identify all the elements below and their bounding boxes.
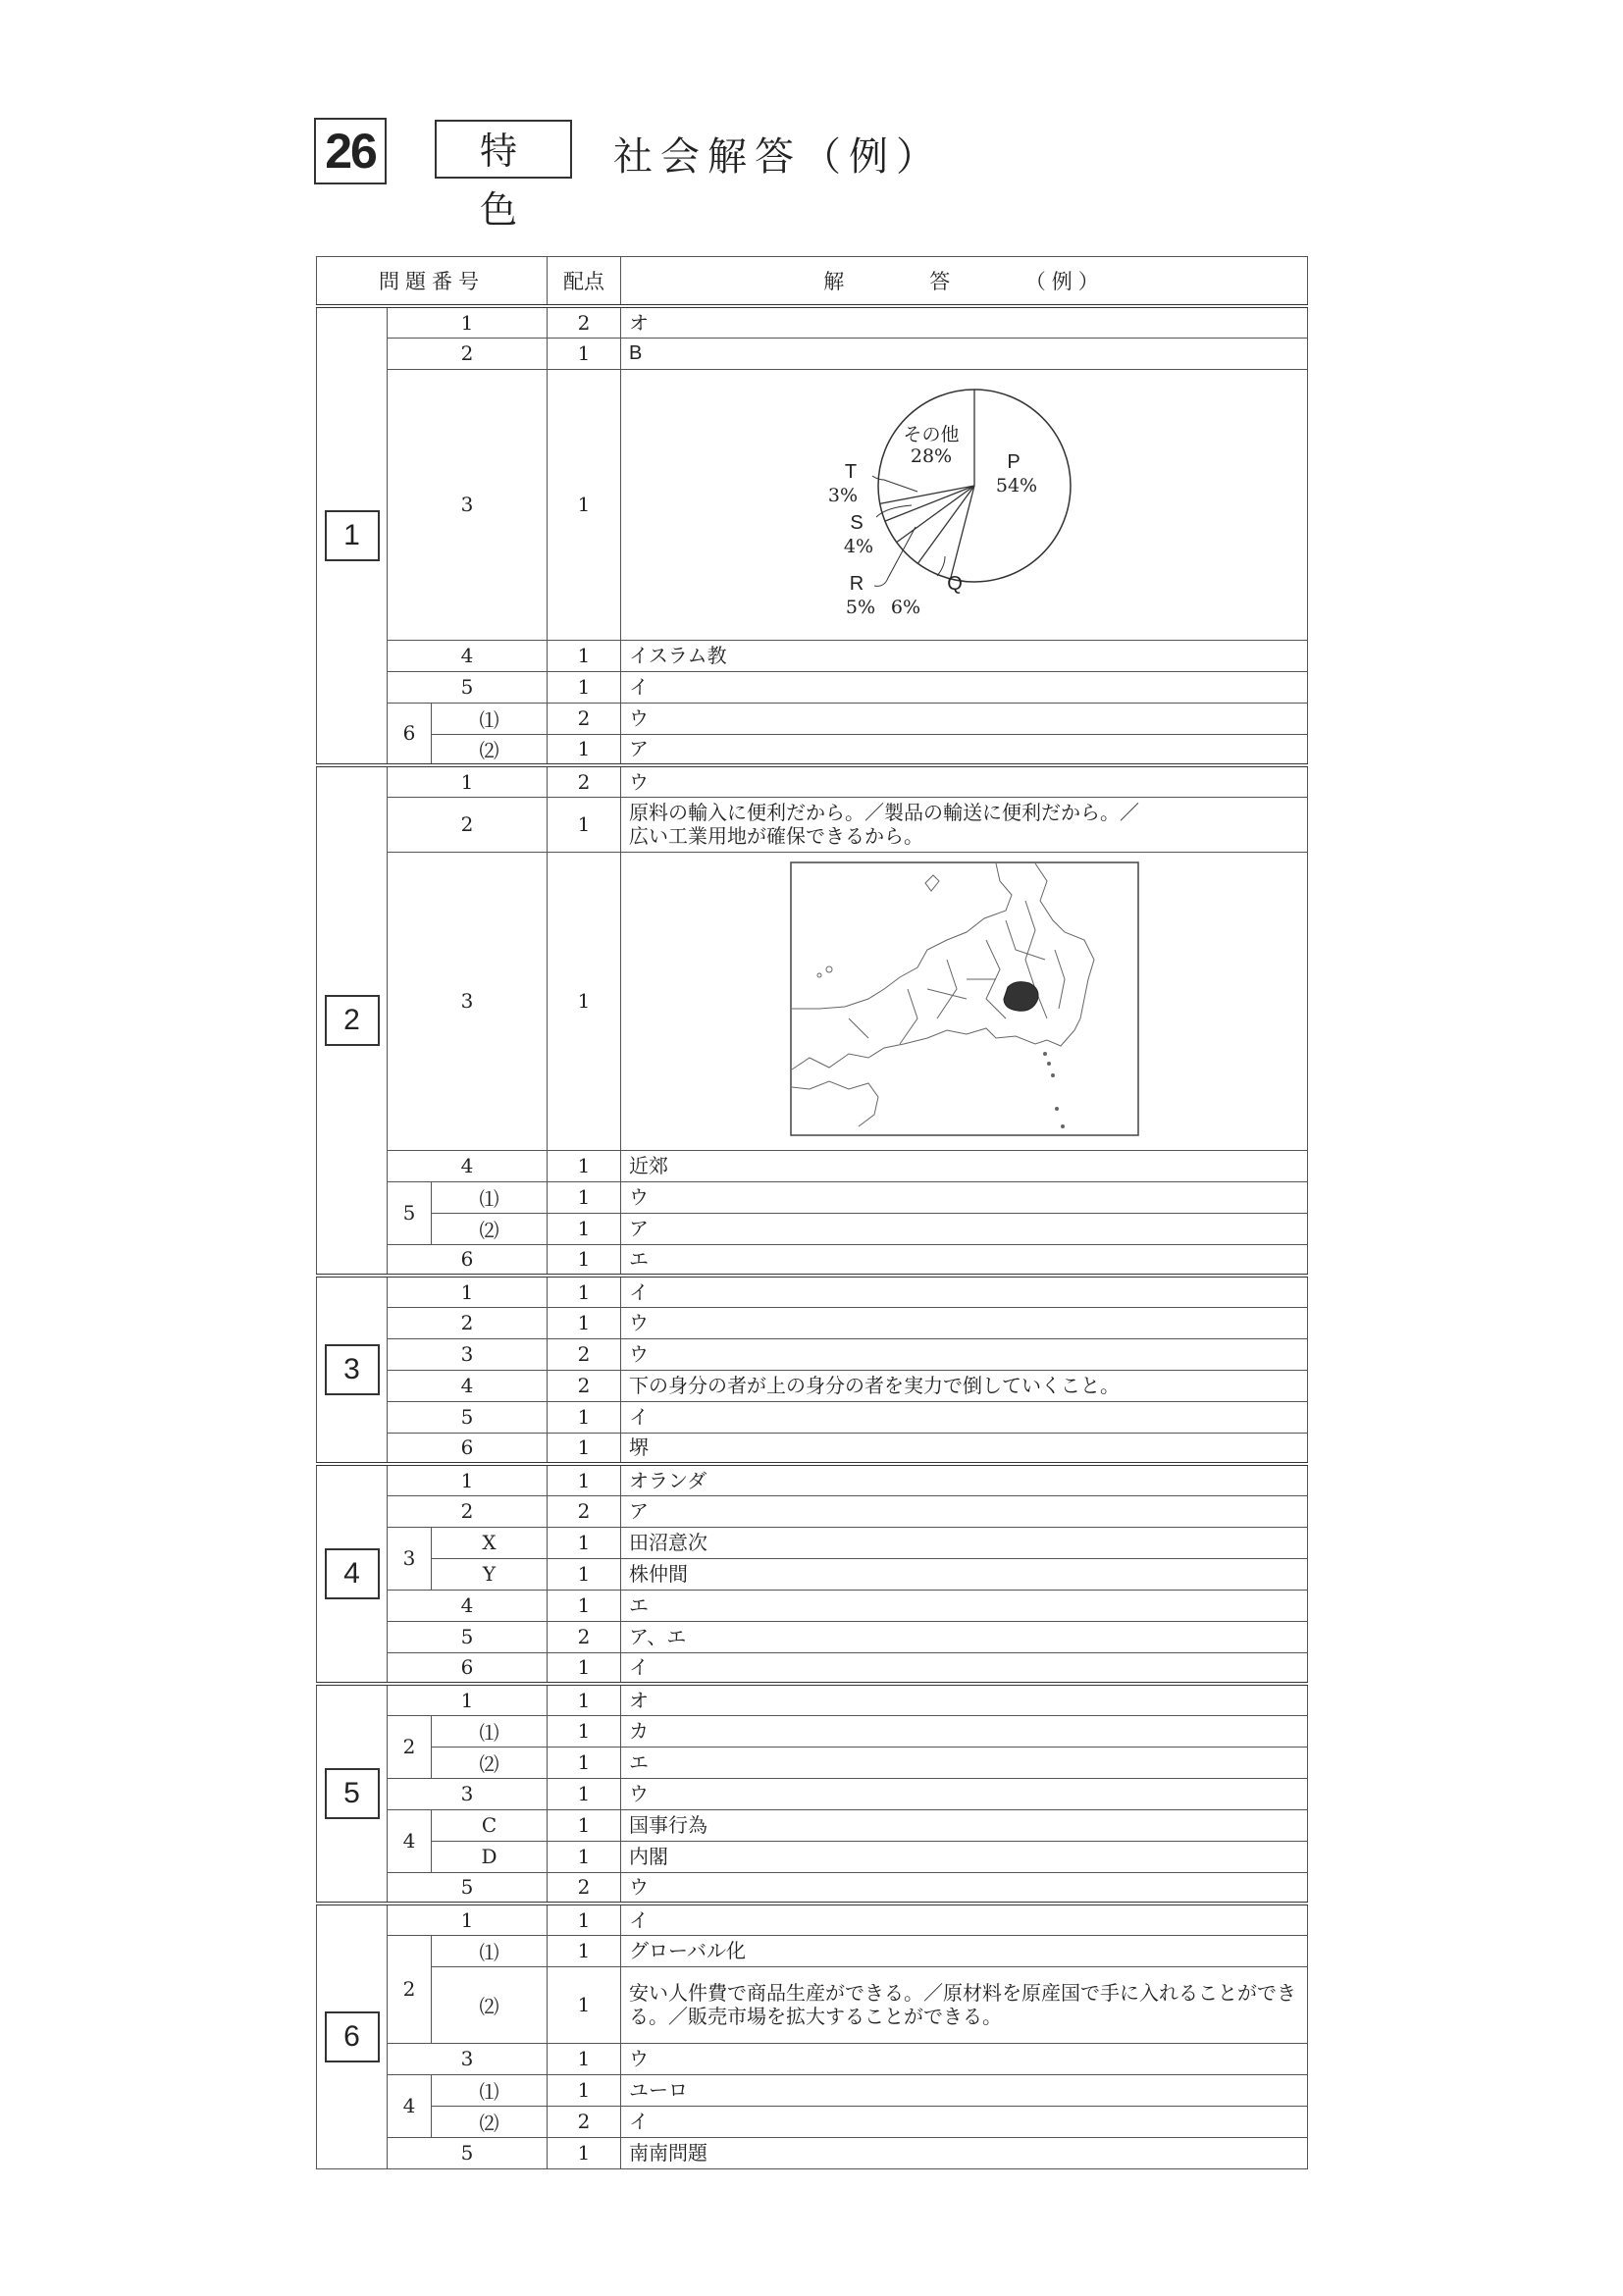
table-row <box>317 1276 1308 1307</box>
points: 1 <box>548 1150 621 1181</box>
table-row <box>317 1495 1308 1527</box>
answer: オランダ <box>621 1464 1308 1495</box>
question-number: 6 <box>388 1433 548 1464</box>
points: 2 <box>548 1338 621 1370</box>
question-number: 4 <box>388 1150 548 1181</box>
answer: 安い人件費で商品生産ができる。／原材料を原産国で手に入れることができる。／販売市場を拡大することができる。 <box>621 1966 1308 2043</box>
section-label: 4 <box>325 1548 380 1599</box>
points: 2 <box>548 306 621 338</box>
question-number: 2 <box>388 1495 548 1527</box>
question-number: 3 <box>388 1778 548 1809</box>
answer: 国事行為 <box>621 1809 1308 1841</box>
pie-chart <box>621 370 1308 635</box>
slice-name-T: T <box>844 460 858 483</box>
points: 2 <box>548 1872 621 1904</box>
question-number: 2 <box>388 338 548 369</box>
table-row <box>317 2043 1308 2074</box>
answer: ウ <box>621 765 1308 797</box>
answer: オ <box>621 1684 1308 1715</box>
question-number: ⑴ <box>432 703 548 734</box>
question-number: 5 <box>388 1621 548 1652</box>
table-row <box>317 1590 1308 1621</box>
points: 1 <box>548 1433 621 1464</box>
question-number: 5 <box>388 2137 548 2168</box>
answer-map-cell <box>621 852 1308 1150</box>
table-row <box>317 1338 1308 1370</box>
points: 1 <box>548 734 621 765</box>
question-number: 4 <box>388 1370 548 1401</box>
island-dot <box>1047 1062 1051 1066</box>
question-number: 1 <box>388 306 548 338</box>
table-header-row <box>317 257 1308 307</box>
island-dot <box>1043 1052 1047 1056</box>
answer: 田沼意次 <box>621 1527 1308 1558</box>
table-row <box>317 1401 1308 1433</box>
table-row <box>317 1558 1308 1590</box>
points: 1 <box>548 1684 621 1715</box>
table-row <box>317 852 1308 1150</box>
header-answer: 解 答 （例） <box>621 257 1308 307</box>
answer: 原料の輸入に便利だから。／製品の輸送に便利だから。／広い工業用地が確保できるから。 <box>621 797 1308 852</box>
section-label: 5 <box>325 1768 380 1819</box>
section-label: 6 <box>325 2011 380 2062</box>
table-row <box>317 2074 1308 2106</box>
points: 1 <box>548 1558 621 1590</box>
question-number: C <box>432 1809 548 1841</box>
slice-name-P: P <box>1007 450 1021 473</box>
table-row <box>317 1150 1308 1181</box>
table-row <box>317 765 1308 797</box>
answer: B <box>621 338 1308 369</box>
points: 1 <box>548 640 621 671</box>
answer: ウ <box>621 703 1308 734</box>
slice-name-Q: Q <box>947 572 963 595</box>
category-tag: 特 色 <box>435 120 572 179</box>
answer-pie-chart-cell <box>621 369 1308 640</box>
table-row <box>317 1621 1308 1652</box>
slice-pct-other: 28% <box>910 444 953 467</box>
answer: エ <box>621 1747 1308 1778</box>
sub-question-number: 3 <box>388 1527 432 1590</box>
points: 2 <box>548 765 621 797</box>
points: 1 <box>548 2074 621 2106</box>
table-row <box>317 1244 1308 1276</box>
table-row <box>317 2106 1308 2137</box>
question-number: D <box>432 1841 548 1872</box>
points: 1 <box>548 1276 621 1307</box>
table-row <box>317 1370 1308 1401</box>
section-label: 3 <box>325 1344 380 1395</box>
answer: イ <box>621 1904 1308 1935</box>
table-row <box>317 338 1308 369</box>
question-number: 2 <box>388 1307 548 1338</box>
answer: ウ <box>621 1181 1308 1213</box>
question-number: 1 <box>388 1464 548 1495</box>
table-row <box>317 1904 1308 1935</box>
points: 1 <box>548 1527 621 1558</box>
header-points: 配点 <box>548 257 621 307</box>
question-number: X <box>432 1527 548 1558</box>
answer: ウ <box>621 1872 1308 1904</box>
question-number: ⑵ <box>432 2106 548 2137</box>
question-number: 5 <box>388 1872 548 1904</box>
question-number: ⑴ <box>432 1181 548 1213</box>
question-number: 5 <box>388 1401 548 1433</box>
sub-question-number: 2 <box>388 1715 432 1778</box>
answer-table <box>316 256 1308 2169</box>
answer: イ <box>621 1652 1308 1684</box>
answer: エ <box>621 1244 1308 1276</box>
answer: ウ <box>621 1307 1308 1338</box>
points: 1 <box>548 797 621 852</box>
question-number: 3 <box>388 1338 548 1370</box>
section-6 <box>317 1904 388 2168</box>
points: 1 <box>548 1464 621 1495</box>
page-title: 社会解答（例） <box>613 134 943 180</box>
points: 1 <box>548 1935 621 1966</box>
question-number: ⑵ <box>432 1966 548 2043</box>
points: 2 <box>548 703 621 734</box>
points: 1 <box>548 369 621 640</box>
header-question: 問題番号 <box>317 257 548 307</box>
table-row <box>317 369 1308 640</box>
points: 1 <box>548 1401 621 1433</box>
slice-name-R: R <box>849 572 864 595</box>
island-dot <box>1055 1107 1059 1111</box>
answer: ア、エ <box>621 1621 1308 1652</box>
slice-divider <box>951 486 974 579</box>
answer: 株仲間 <box>621 1558 1308 1590</box>
answer: 下の身分の者が上の身分の者を実力で倒していくこと。 <box>621 1370 1308 1401</box>
answer: ウ <box>621 1778 1308 1809</box>
points: 1 <box>548 2137 621 2168</box>
table-row <box>317 306 1308 338</box>
question-number: 6 <box>388 1652 548 1684</box>
answer: オ <box>621 306 1308 338</box>
section-2 <box>317 765 388 1276</box>
table-row <box>317 1213 1308 1244</box>
answer: イスラム教 <box>621 640 1308 671</box>
points: 1 <box>548 1307 621 1338</box>
question-number: 5 <box>388 671 548 703</box>
points: 1 <box>548 1181 621 1213</box>
answer: ア <box>621 1213 1308 1244</box>
japan-map <box>790 861 1139 1136</box>
question-number: 1 <box>388 1684 548 1715</box>
table-row <box>317 1809 1308 1841</box>
slice-pct-Q: 6% <box>890 596 921 618</box>
answer: ウ <box>621 2043 1308 2074</box>
table-row <box>317 1935 1308 1966</box>
table-row <box>317 671 1308 703</box>
island-dot <box>1051 1073 1055 1077</box>
question-number: 1 <box>388 1276 548 1307</box>
sub-question-number: 2 <box>388 1935 432 2043</box>
points: 1 <box>548 1747 621 1778</box>
question-number: ⑴ <box>432 1935 548 1966</box>
table-row <box>317 2137 1308 2168</box>
slice-name-other: その他 <box>903 423 960 445</box>
table-row <box>317 1966 1308 2043</box>
slice-divider <box>880 486 974 503</box>
question-number: 1 <box>388 1904 548 1935</box>
points: 1 <box>548 1652 621 1684</box>
island-dot <box>1061 1124 1065 1128</box>
points: 1 <box>548 852 621 1150</box>
points: 1 <box>548 1841 621 1872</box>
points: 1 <box>548 1904 621 1935</box>
sub-question-number: 5 <box>388 1181 432 1244</box>
answer: 南南問題 <box>621 2137 1308 2168</box>
question-number: ⑵ <box>432 1747 548 1778</box>
question-number: 4 <box>388 640 548 671</box>
question-number: 3 <box>388 369 548 640</box>
question-number: ⑴ <box>432 2074 548 2106</box>
slice-pct-R: 5% <box>845 596 876 618</box>
points: 2 <box>548 1495 621 1527</box>
answer: カ <box>621 1715 1308 1747</box>
sub-question-number: 4 <box>388 1809 432 1872</box>
points: 1 <box>548 671 621 703</box>
sub-question-number: 4 <box>388 2074 432 2137</box>
points: 2 <box>548 1370 621 1401</box>
question-number: 6 <box>388 1244 548 1276</box>
highlighted-prefecture <box>1004 981 1038 1011</box>
points: 1 <box>548 1590 621 1621</box>
points: 1 <box>548 1778 621 1809</box>
table-row <box>317 1652 1308 1684</box>
section-label: 1 <box>325 510 380 561</box>
section-1 <box>317 306 388 765</box>
points: 1 <box>548 1244 621 1276</box>
section-5 <box>317 1684 388 1904</box>
answer: ア <box>621 1495 1308 1527</box>
answer: ウ <box>621 1338 1308 1370</box>
table-row <box>317 734 1308 765</box>
answer: エ <box>621 1590 1308 1621</box>
section-3 <box>317 1276 388 1464</box>
slice-pct-T: 3% <box>827 484 859 506</box>
slice-pct-P: 54% <box>995 474 1038 496</box>
table-row <box>317 1872 1308 1904</box>
table-row <box>317 1684 1308 1715</box>
section-4 <box>317 1464 388 1684</box>
slice-name-S: S <box>850 511 864 534</box>
exam-number: 26 <box>314 118 387 184</box>
answer: 近郊 <box>621 1150 1308 1181</box>
answer: 堺 <box>621 1433 1308 1464</box>
question-number: ⑴ <box>432 1715 548 1747</box>
table-row <box>317 1464 1308 1495</box>
question-number: 2 <box>388 797 548 852</box>
table-row <box>317 1841 1308 1872</box>
table-row <box>317 797 1308 852</box>
question-number: 3 <box>388 2043 548 2074</box>
points: 1 <box>548 1715 621 1747</box>
sub-question-number: 6 <box>388 703 432 765</box>
points: 1 <box>548 1213 621 1244</box>
table-row <box>317 703 1308 734</box>
answer: イ <box>621 1401 1308 1433</box>
table-row <box>317 1778 1308 1809</box>
question-number: 4 <box>388 1590 548 1621</box>
question-number: 1 <box>388 765 548 797</box>
question-number: Y <box>432 1558 548 1590</box>
answer: イ <box>621 2106 1308 2137</box>
table-row <box>317 1181 1308 1213</box>
points: 1 <box>548 2043 621 2074</box>
answer: イ <box>621 1276 1308 1307</box>
table-row <box>317 1715 1308 1747</box>
table-row <box>317 1527 1308 1558</box>
points: 2 <box>548 2106 621 2137</box>
points: 1 <box>548 338 621 369</box>
answer: ア <box>621 734 1308 765</box>
answer: イ <box>621 671 1308 703</box>
points: 1 <box>548 1966 621 2043</box>
question-number: 3 <box>388 852 548 1150</box>
answer: グローバル化 <box>621 1935 1308 1966</box>
table-row <box>317 1747 1308 1778</box>
question-number: ⑵ <box>432 1213 548 1244</box>
points: 1 <box>548 1809 621 1841</box>
points: 2 <box>548 1621 621 1652</box>
leader-line-Q <box>937 556 945 576</box>
question-number: ⑵ <box>432 734 548 765</box>
slice-divider <box>897 486 974 543</box>
answer: ユーロ <box>621 2074 1308 2106</box>
section-label: 2 <box>325 995 380 1046</box>
answer: 内閣 <box>621 1841 1308 1872</box>
table-row <box>317 1307 1308 1338</box>
table-row <box>317 1433 1308 1464</box>
slice-pct-S: 4% <box>843 535 874 557</box>
table-row <box>317 640 1308 671</box>
